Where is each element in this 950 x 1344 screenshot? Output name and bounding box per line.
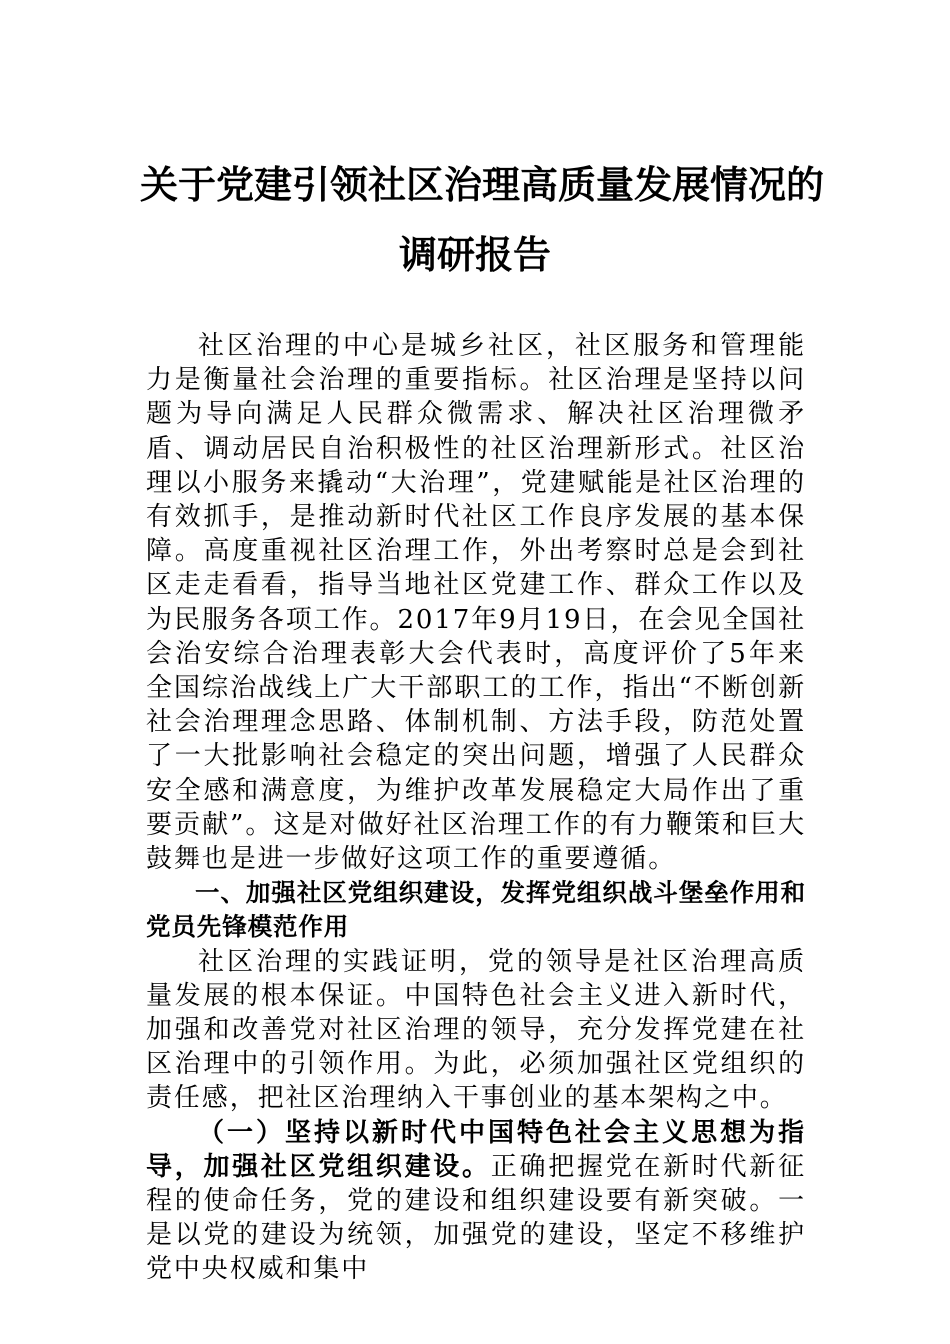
subsection-text: 正确把握党在新时代新征程的使命任务，党的建设和组织建设要有新突破。一是以党的建设为统领，加强党的建设，坚定不移维护党中央权威和集中	[146, 1151, 806, 1285]
document-body	[146, 329, 806, 1287]
section-paragraph: 社区治理的实践证明，党的领导是社区治理高质量发展的根本保证。中国特色社会主义进入新时代，加强和改善党对社区治理的领导，充分发挥党建在社区治理中的引领作用。为此，必须加强社区党组织的责任感，把社区治理纳入干事创业的基本架构之中。	[146, 946, 806, 1114]
document-title-line-2: 调研报告	[398, 232, 551, 277]
intro-paragraph: 社区治理的中心是城乡社区，社区服务和管理能力是衡量社会治理的重要指标。社区治理是坚持以问题为导向满足人民群众微需求、解决社区治理微矛盾、调动居民自治积极性的社区治理新形式。社区治理以小服务来撬动“大治理”，党建赋能是社区治理的有效抓手，是推动新时代社区工作良序发展的基本保障。高度重视社区治理工作，外出考察时总是会到社区走走看看，指导当地社区党建工作、群众工作以及为民服务各项工作。2017年9月19日，在会见全国社会治安综合治理表彰大会代表时，高度评价了5年来全国综治战线上广大干部职工的工作，指出“不断创新社会治理理念思路、体制机制、方法手段，防范处置了一大批影响社会稳定的突出问题，增强了人民群众安全感和满意度，为维护改革发展稳定大局作出了重要贡献”。这是对做好社区治理工作的有力鞭策和巨大鼓舞也是进一步做好这项工作的重要遵循。	[146, 331, 806, 875]
section-heading: 一、加强社区党组织建设，发挥党组织战斗堡垒作用和党员先锋模范作用	[146, 878, 806, 942]
document-title-line-1: 关于党建引领社区治理高质量发展情况的	[140, 162, 825, 207]
subsection-lead: （一）坚持以新时代中国特色社会主义思想为指导，加强社区党组织建设。	[146, 1117, 806, 1182]
subsection-paragraph	[146, 1116, 806, 1287]
